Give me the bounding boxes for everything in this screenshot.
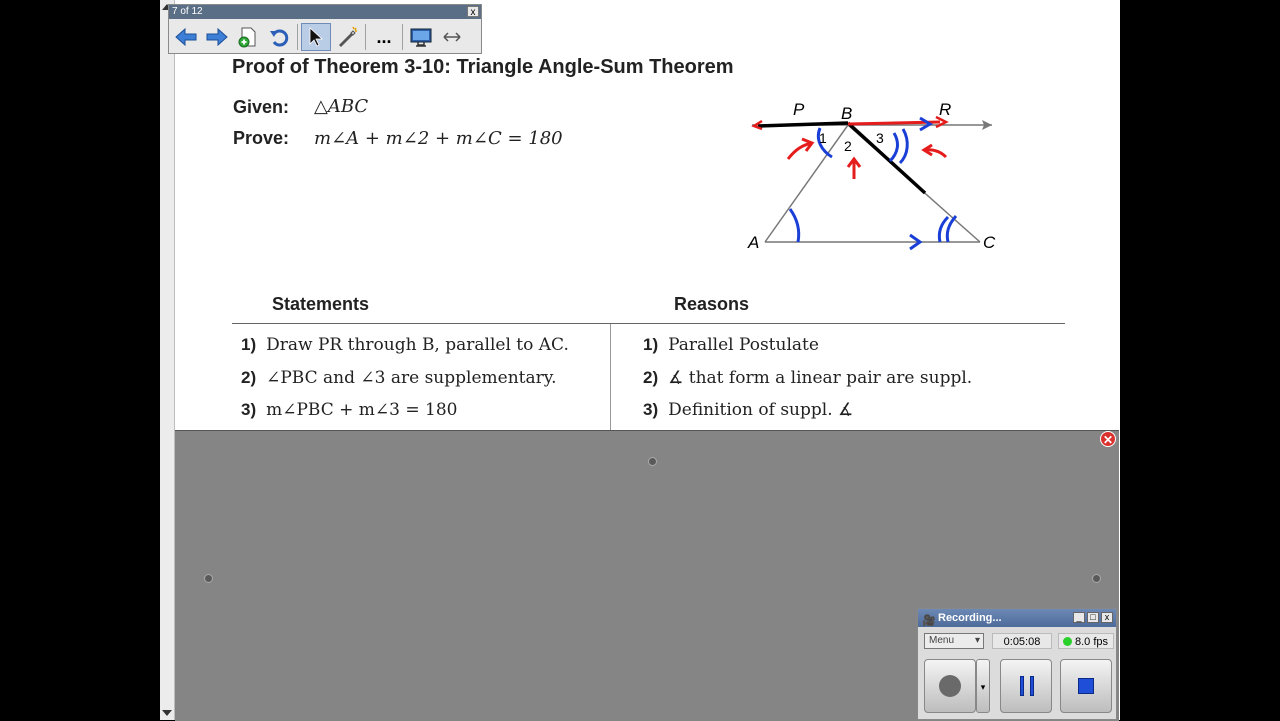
toolbar-separator — [297, 24, 298, 50]
blue-angle-arc — [947, 216, 956, 242]
stop-icon — [1078, 678, 1094, 694]
row-number: 3) — [241, 400, 257, 419]
shade-handle-top[interactable] — [648, 457, 657, 466]
toolbar-close-button[interactable]: x — [467, 6, 479, 17]
reasons-header: Reasons — [674, 294, 750, 314]
given-value: △ABC — [314, 96, 369, 117]
floating-toolbar — [168, 4, 482, 54]
table-divider — [232, 323, 1065, 324]
minimize-button[interactable]: _ — [1073, 612, 1085, 623]
reason-row-2 — [643, 368, 972, 388]
statement-text: m∠PBC + m∠3 = 180 — [266, 400, 458, 420]
label-c: C — [983, 233, 996, 252]
reason-row-1 — [643, 335, 819, 355]
scroll-down-icon[interactable] — [162, 710, 172, 716]
pause-button[interactable] — [1000, 659, 1052, 713]
status-led-icon — [1063, 637, 1072, 646]
row-number: 2) — [643, 368, 659, 387]
magic-pen-icon[interactable] — [332, 23, 362, 51]
label-angle-1: 1 — [819, 130, 827, 146]
toolbar-separator — [365, 24, 366, 50]
reason-text: Definition of suppl. ∡ — [668, 400, 854, 420]
page-indicator: 7 of 12 — [172, 6, 203, 17]
row-number: 2) — [241, 368, 257, 387]
recorder-titlebar[interactable] — [918, 609, 1116, 627]
label-b: B — [841, 104, 853, 123]
black-ink-stroke — [848, 123, 925, 193]
maximize-button[interactable]: □ — [1087, 612, 1099, 623]
statement-row-3 — [241, 400, 457, 420]
column-divider — [610, 324, 611, 430]
label-angle-3: 3 — [876, 130, 884, 146]
label-p: P — [793, 100, 805, 119]
fps-indicator — [1058, 633, 1114, 649]
add-page-icon[interactable] — [233, 23, 263, 51]
reason-text: Parallel Postulate — [668, 335, 819, 355]
prove-label: Prove: — [233, 128, 290, 148]
vertical-scrollbar[interactable] — [160, 0, 175, 720]
side-ab — [765, 125, 848, 242]
blue-angle-arc — [790, 209, 799, 242]
elapsed-time: 0:05:08 — [992, 633, 1052, 649]
toolbar-separator — [402, 24, 403, 50]
chevron-down-icon: ▾ — [980, 682, 986, 692]
stop-button[interactable] — [1060, 659, 1112, 713]
shade-handle-left[interactable] — [204, 574, 213, 583]
statement-text: Draw PR through B, parallel to AC. — [266, 335, 569, 355]
chevron-down-icon: ▾ — [974, 635, 980, 646]
blue-parallel-arrow-icon — [920, 118, 930, 130]
statements-header: Statements — [272, 294, 370, 314]
blue-angle-arc — [890, 133, 897, 161]
select-pointer-icon[interactable] — [301, 23, 331, 51]
row-number: 1) — [643, 335, 659, 354]
recorder-app-icon: 🎥 — [922, 615, 936, 627]
resize-icon[interactable] — [437, 23, 467, 51]
recorder-window — [917, 608, 1117, 720]
reason-row-3 — [643, 400, 853, 420]
page-title: Proof of Theorem 3-10: Triangle Angle-Sum Theorem — [232, 56, 734, 78]
reason-text: ∡ that form a linear pair are suppl. — [668, 368, 973, 388]
shade-handle-right[interactable] — [1092, 574, 1101, 583]
row-number: 3) — [643, 400, 659, 419]
record-options-dropdown[interactable] — [976, 659, 990, 713]
pause-icon — [1020, 676, 1034, 696]
more-icon[interactable]: ... — [376, 26, 392, 47]
label-a: A — [748, 233, 760, 252]
label-r: R — [939, 100, 952, 119]
row-number: 1) — [241, 335, 257, 354]
screen-capture-icon[interactable] — [406, 23, 436, 51]
label-angle-2: 2 — [844, 138, 852, 154]
toolbar-titlebar[interactable] — [169, 5, 481, 19]
record-icon — [939, 675, 961, 697]
undo-icon[interactable] — [264, 23, 294, 51]
blue-angle-arc — [900, 129, 907, 163]
given-label: Given: — [233, 97, 290, 117]
triangle-diagram — [740, 95, 1010, 260]
forward-arrow-icon[interactable] — [202, 23, 232, 51]
menu-label: Menu — [929, 635, 955, 646]
fps-value: 8.0 fps — [1075, 636, 1109, 648]
recorder-menu-dropdown[interactable] — [924, 633, 984, 649]
statement-row-2 — [241, 368, 557, 388]
shade-close-icon[interactable]: ✕ — [1100, 431, 1116, 447]
statement-text: ∠PBC and ∠3 are supplementary. — [266, 368, 557, 388]
prove-value: m∠A + m∠2 + m∠C = 180 — [314, 128, 563, 149]
statement-row-1 — [241, 335, 569, 355]
back-arrow-icon[interactable] — [171, 23, 201, 51]
close-button[interactable]: x — [1101, 612, 1113, 623]
record-button[interactable] — [924, 659, 976, 713]
recorder-title: Recording... — [938, 612, 1002, 624]
